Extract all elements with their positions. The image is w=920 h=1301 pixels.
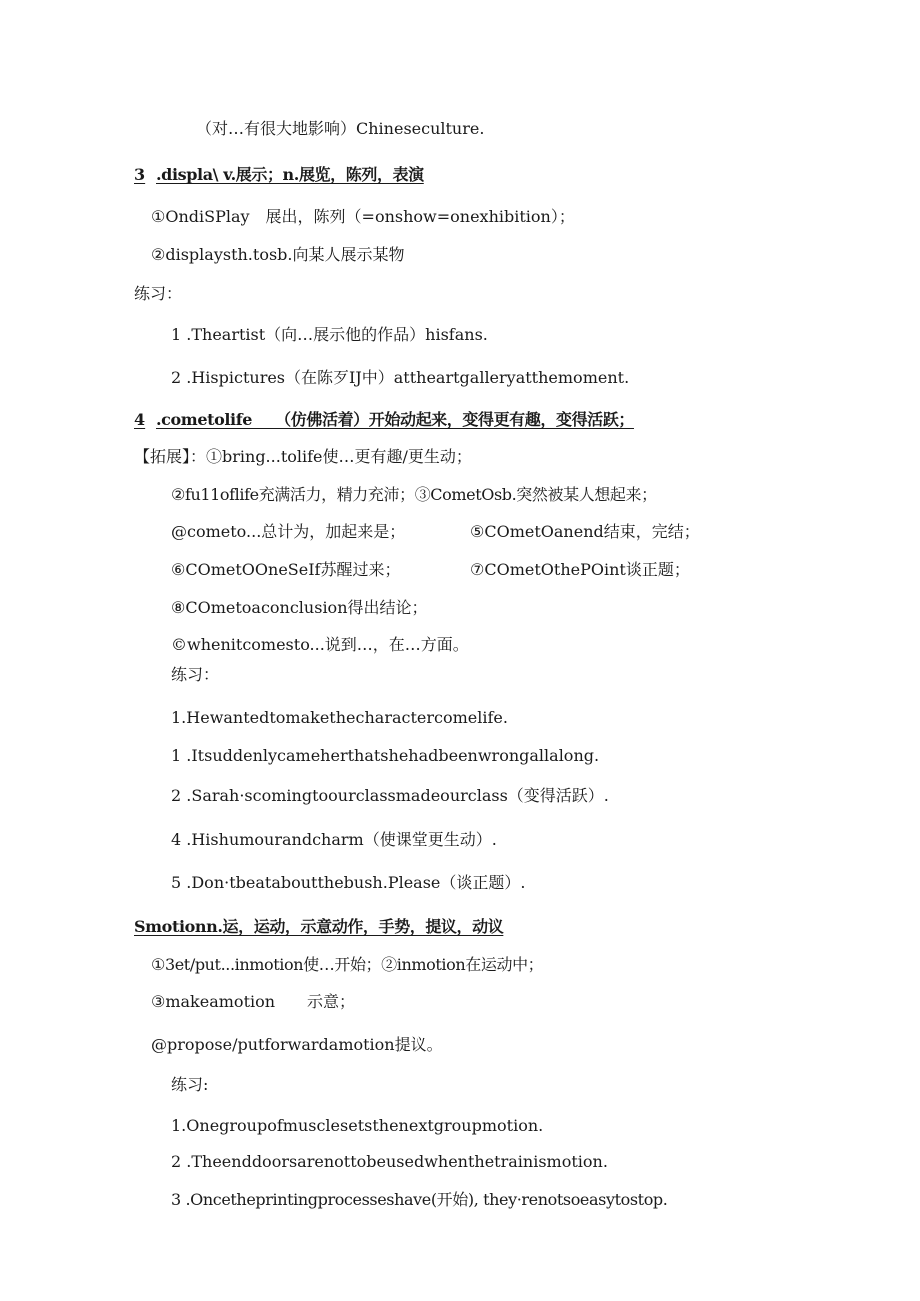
extension-line-5: ⑧COmetoaconclusion得出结论； (171, 598, 428, 617)
extension-line-4b: ⑦COmetOthePOint谈正题； (470, 560, 690, 579)
exercise-3-item-1: 1 .Theartist（向…展示他的作品）hisfans. (171, 325, 488, 344)
exercise-5-item-3: 3 .Oncetheprintingprocesseshave(开始), they·renotsoeasytostop. (171, 1190, 668, 1209)
motion-item-3: @propose/putforwardamotion提议。 (151, 1035, 443, 1054)
exercise-label-4: 练习： (171, 665, 220, 684)
extension-line-4a: ⑥COmetOOneSeIf苏醒过来； (171, 560, 401, 579)
exercise-5-item-1: 1.Onegroupofmusclesetsthenextgroupmotion. (171, 1116, 544, 1135)
text-line-chinese-culture: （对…有很大地影响）Chineseculture. (196, 119, 485, 138)
exercise-4-item-1: 1.Hewantedtomakethecharactercomelife. (171, 708, 508, 727)
extension-line-3b: ⑤COmetOanend结束，完结； (470, 522, 700, 541)
motion-item-2: ③makeamotion 示意； (151, 992, 356, 1011)
extension-line-2: ②fu11oflife充满活力，精力充沛；③CometOsb.突然被某人想起来； (171, 485, 657, 504)
item-on-display: ①OndiSPlay 展出，陈列（=onshow=onexhibition）； (151, 207, 575, 226)
extension-line-3a: @cometo...总计为，加起来是； (171, 522, 406, 541)
extension-line-1: 【拓展】：①bring...tolife使…更有趣/更生动； (134, 447, 472, 466)
exercise-5-item-2: 2 .Theenddoorsarenottobeusedwhenthetrainismotion. (171, 1152, 608, 1171)
exercise-3-item-2: 2 .Hispictures（在陈歹IJ中）attheartgalleryatthemoment. (171, 368, 630, 387)
heading-5-motion: Smotionn.运，运动，示意动作，手势，提议，动议 (134, 917, 504, 936)
heading-4-number: 4 (134, 410, 146, 429)
exercise-4-item-3: 2 .Sarah·scomingtoourclassmadeourclass（变得活跃）. (171, 786, 609, 805)
extension-line-6: ©whenitcomesto...说到…，在…方面。 (171, 635, 469, 654)
heading-3-display: .displa\ v.展示；n.展览，陈列，表演 (156, 165, 424, 184)
motion-item-1: ①3et/put...inmotion使…开始；②inmotion在运动中； (151, 955, 544, 974)
exercise-4-item-2: 1 .Itsuddenlycameherthatshehadbeenwrongallalong. (171, 746, 600, 765)
heading-3-number: 3 (134, 165, 146, 184)
exercise-4-item-4: 4 .Hishumourandcharm（使课堂更生动）. (171, 830, 497, 849)
heading-4-come-to-life: .cometolife （仿佛活着）开始动起来，变得更有趣，变得活跃； (156, 410, 634, 429)
item-display-sth-to-sb: ②displaysth.tosb.向某人展示某物 (151, 245, 405, 264)
exercise-label-3: 练习： (134, 284, 183, 303)
exercise-4-item-5: 5 .Don·tbeataboutthebush.Please（谈正题）. (171, 873, 526, 892)
exercise-label-5: 练习: (171, 1075, 209, 1094)
